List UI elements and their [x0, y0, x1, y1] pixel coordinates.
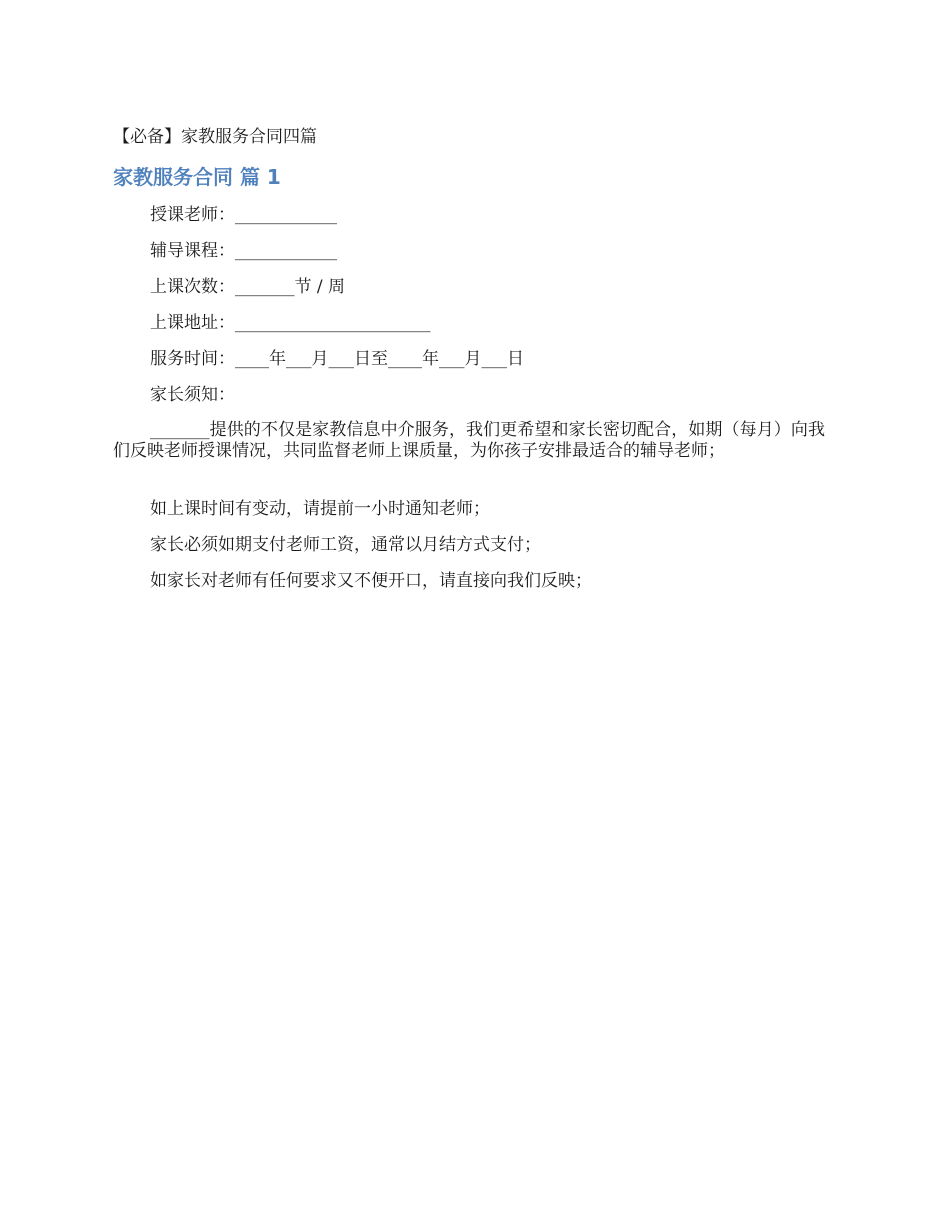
- notice-label: 家长须知：: [150, 385, 235, 405]
- notice-paragraph: _______提供的不仅是家教信息中介服务，我们更希望和家长密切配合，如期（每月）向我们反映老师授课情况，共同监督老师上课质量，为你孩子安排最适合的辅导老师；: [113, 420, 825, 461]
- notice-item-payment: 家长必须如期支付老师工资，通常以月结方式支付；: [150, 535, 541, 555]
- field-address: 上课地址：_______________________: [150, 313, 431, 333]
- notice-item-feedback: 如家长对老师有任何要求又不便开口，请直接向我们反映；: [150, 571, 592, 591]
- notice-item-time-change: 如上课时间有变动，请提前一小时通知老师；: [150, 499, 490, 519]
- field-lesson-count: 上课次数：_______节 / 周: [150, 277, 346, 297]
- document-title: 【必备】家教服务合同四篇: [113, 127, 317, 147]
- field-teacher: 授课老师：____________: [150, 205, 337, 225]
- field-service-period: 服务时间：____年___月___日至____年___月___日: [150, 349, 524, 369]
- section-heading: 家教服务合同 篇 1: [113, 165, 281, 189]
- field-course: 辅导课程：____________: [150, 241, 337, 261]
